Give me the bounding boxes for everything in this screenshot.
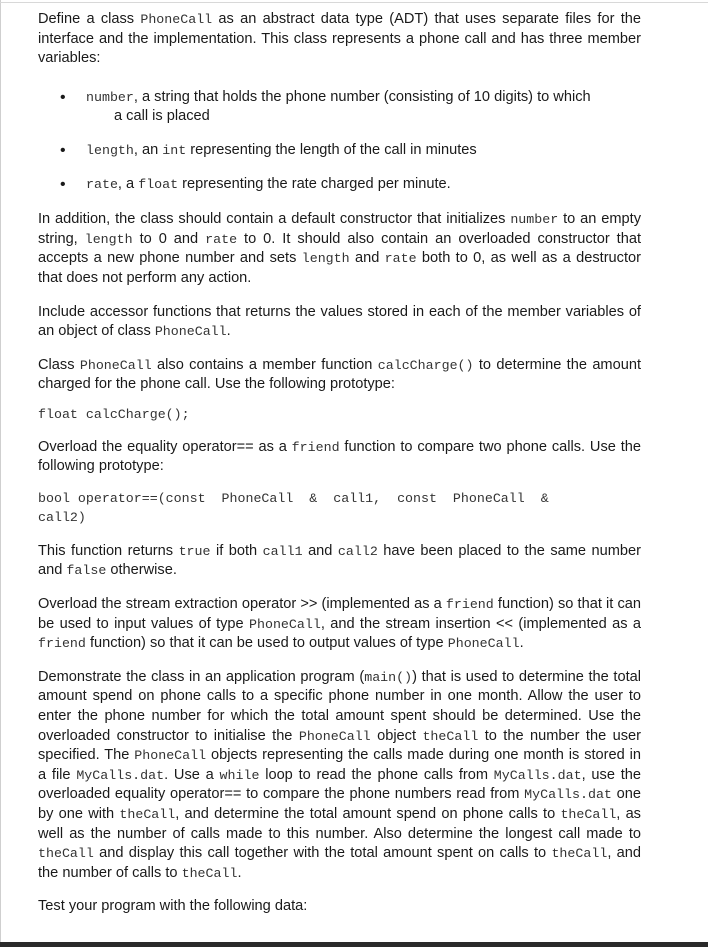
test-paragraph xyxy=(38,897,641,917)
code: number xyxy=(510,212,559,228)
code: length xyxy=(301,251,350,267)
code: calcCharge() xyxy=(377,357,474,373)
text: This function returns xyxy=(38,542,179,559)
member-name: rate xyxy=(86,176,118,192)
text: , and the stream insertion << (implemented as a xyxy=(320,615,641,632)
list-item-length xyxy=(38,141,641,161)
text: to 0. It should also contain an overloaded constructor that accepts a new phone number and sets xyxy=(38,230,641,267)
code: MyCalls.dat xyxy=(524,787,612,803)
text: Class xyxy=(38,356,80,373)
code: length xyxy=(84,231,133,247)
text: Demonstrate the class in an application program ( xyxy=(38,668,365,685)
code: PhoneCall xyxy=(79,357,152,373)
text: , xyxy=(133,88,138,105)
text: to the number the user specified. The xyxy=(38,727,641,764)
code: theCall xyxy=(119,807,176,822)
demo-paragraph xyxy=(38,668,641,884)
member-name: number xyxy=(86,89,134,105)
text: ) that is used to determine the total amount spend on phone calls to a specific phone number in one month. Allow the user to enter the phone number for which the total amount spent should be determined. Use the overloaded constructor to initialise the xyxy=(38,668,641,744)
bottom-edge xyxy=(0,942,708,947)
code: rate xyxy=(205,231,238,247)
code: friend xyxy=(38,636,86,652)
text: , xyxy=(133,141,138,158)
text: and display this call together with the total amount spent on calls to xyxy=(93,845,552,862)
text: to an empty string, xyxy=(38,211,642,247)
bullet-icon: • xyxy=(60,141,66,159)
calc-prototype: float calcCharge(); xyxy=(38,406,190,422)
text: and xyxy=(302,542,338,559)
top-divider xyxy=(0,2,708,3)
text: representing the rate charged per minute. xyxy=(178,175,451,192)
code: rate xyxy=(384,251,417,267)
text: loop to read the phone calls from xyxy=(259,766,494,783)
text: a call is placed xyxy=(114,108,210,125)
code: PhoneCall xyxy=(298,728,371,744)
text: Include accessor functions that returns the values stored in each of the member variables of an object of class xyxy=(38,303,641,340)
text: function) so that it can be used to input values of type xyxy=(38,596,641,632)
text: Define a class xyxy=(38,11,141,27)
text: . xyxy=(226,323,231,340)
text: , and determine the total amount spend on phone calls to xyxy=(175,806,561,822)
code-class-name: PhoneCall xyxy=(140,12,213,27)
text: if both xyxy=(210,542,263,559)
page-left-edge xyxy=(0,0,1,947)
code: PhoneCall xyxy=(249,616,321,632)
text: also contains a member function xyxy=(151,356,378,373)
code: theCall xyxy=(422,728,479,744)
text: to determine the amount charged for the phone call. Use the following prototype: xyxy=(38,356,641,393)
returns-paragraph xyxy=(38,542,641,581)
member-type: int xyxy=(162,142,187,158)
text: representing the length of the call in minutes xyxy=(186,141,477,158)
text: In addition, the class should contain a default constructor that initializes xyxy=(38,211,511,228)
text: , and the number of calls to xyxy=(38,845,641,881)
code: theCall xyxy=(38,846,94,862)
code: MyCalls.dat xyxy=(493,767,582,783)
code: theCall xyxy=(560,807,617,822)
text: both to 0, as well as a destructor that does not perform any action. xyxy=(38,250,641,286)
code: friend xyxy=(445,597,494,613)
bullet-icon: • xyxy=(60,88,66,106)
code: friend xyxy=(291,439,340,455)
text: as an abstract data type (ADT) that uses separate files for the interface and the implementation. This class represents a phone call and has three member variables: xyxy=(38,11,641,67)
code: call2 xyxy=(337,543,378,559)
text: . Use a xyxy=(164,766,220,783)
bullet-icon: • xyxy=(60,175,66,193)
code: theCall xyxy=(181,865,238,881)
code: main() xyxy=(364,669,413,685)
equality-prototype-line1: bool operator==(const PhoneCall & call1, const PhoneCall & xyxy=(38,490,549,506)
text: objects representing the calls made during one month is stored in a file xyxy=(38,747,641,783)
code: PhoneCall xyxy=(134,748,207,764)
constructors-paragraph xyxy=(38,210,641,288)
text: object xyxy=(370,727,423,744)
text: , as well as the number of calls made to this number. Also determine the longest call made to xyxy=(38,806,641,842)
code: false xyxy=(66,563,107,579)
text: , xyxy=(117,175,122,192)
text: a xyxy=(121,175,139,192)
code: PhoneCall xyxy=(154,324,227,340)
text: . xyxy=(237,864,242,881)
text: have been placed to the same number and xyxy=(38,542,641,579)
calc-paragraph xyxy=(38,356,641,395)
list-item-rate xyxy=(38,175,641,195)
text: one by one with xyxy=(38,786,641,822)
member-name: length xyxy=(86,142,134,158)
text: Overload the equality operator== as a xyxy=(38,438,292,455)
code: MyCalls.dat xyxy=(76,767,165,783)
code: true xyxy=(178,543,211,559)
text: , use the overloaded equality operator== to compare the phone numbers read from xyxy=(38,766,641,803)
text: a string that holds the phone number (consisting of 10 digits) to which xyxy=(137,88,591,105)
text: . xyxy=(519,635,524,652)
intro-paragraph xyxy=(38,10,641,69)
code: PhoneCall xyxy=(447,636,520,652)
document-body xyxy=(38,10,641,917)
member-list xyxy=(38,88,641,194)
text: and xyxy=(349,250,385,267)
text: Test your program with the following data: xyxy=(38,898,308,915)
text: function) so that it can be used to output values of type xyxy=(85,635,448,652)
accessors-paragraph xyxy=(38,303,641,342)
stream-paragraph xyxy=(38,595,641,654)
list-item-number xyxy=(38,88,641,127)
text: to 0 and xyxy=(132,230,206,247)
text: an xyxy=(137,141,163,158)
code: call1 xyxy=(262,543,303,559)
equality-paragraph xyxy=(38,438,641,477)
text: Overload the stream extraction operator >> (implemented as a xyxy=(38,596,446,613)
equality-prototype-line2: call2) xyxy=(38,510,86,526)
member-type: float xyxy=(138,176,179,192)
code: while xyxy=(219,767,260,783)
text: function to compare two phone calls. Use the following prototype: xyxy=(38,438,641,475)
text: otherwise. xyxy=(106,562,177,579)
code: theCall xyxy=(551,846,608,862)
